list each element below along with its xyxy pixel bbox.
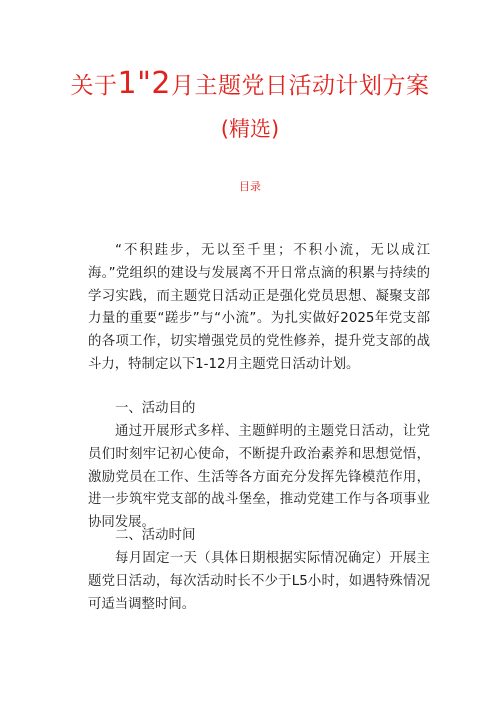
toc-label: 目录	[239, 180, 261, 193]
title-digits: 1"2	[117, 66, 171, 101]
section-heading-2-block	[88, 525, 430, 548]
document-subtitle: (精选)	[220, 117, 280, 141]
section-2-block	[88, 548, 430, 616]
title-suffix: 月主题党日活动计划方案	[170, 73, 430, 99]
section-purpose-paragraph: 通过开展形式多样、主题鲜明的主题党日活动，让党员们时刻牢记初心使命，不断提升政治素养和思想觉悟，激励党员在工作、生活等各方面充分发挥先锋模范作用，进一步筑牢党支部的战斗堡垒，推动党建工作与各项事业协同发展。	[88, 424, 430, 531]
intro-paragraph: “不积跬步，无以至千里；不积小流，无以成江海。”党组织的建设与发展离不开日常点滴的积累与持续的学习实践，而主题党日活动正是强化党员思想、凝聚支部力量的重要“蹉步”与“小流”。为扎实做好2025年党支部的各项工作，切实增强党员的党性修养，提升党支部的战斗力，特制定以下1-12月主题党日活动计划。	[88, 243, 430, 372]
section-1-block	[88, 421, 430, 535]
section-heading-purpose: 一、活动目的	[115, 401, 196, 416]
document-title	[0, 66, 500, 104]
section-time-paragraph: 每月固定一天（具体日期根据实际情况确定）开展主题党日活动，每次活动时长不少于L5小时，如遇特殊情况可适当调整时间。	[88, 551, 430, 612]
section-heading-time: 二、活动时间	[115, 528, 196, 543]
intro-block	[88, 240, 430, 377]
section-heading-1-block	[88, 398, 430, 421]
title-prefix: 关于	[70, 73, 118, 99]
